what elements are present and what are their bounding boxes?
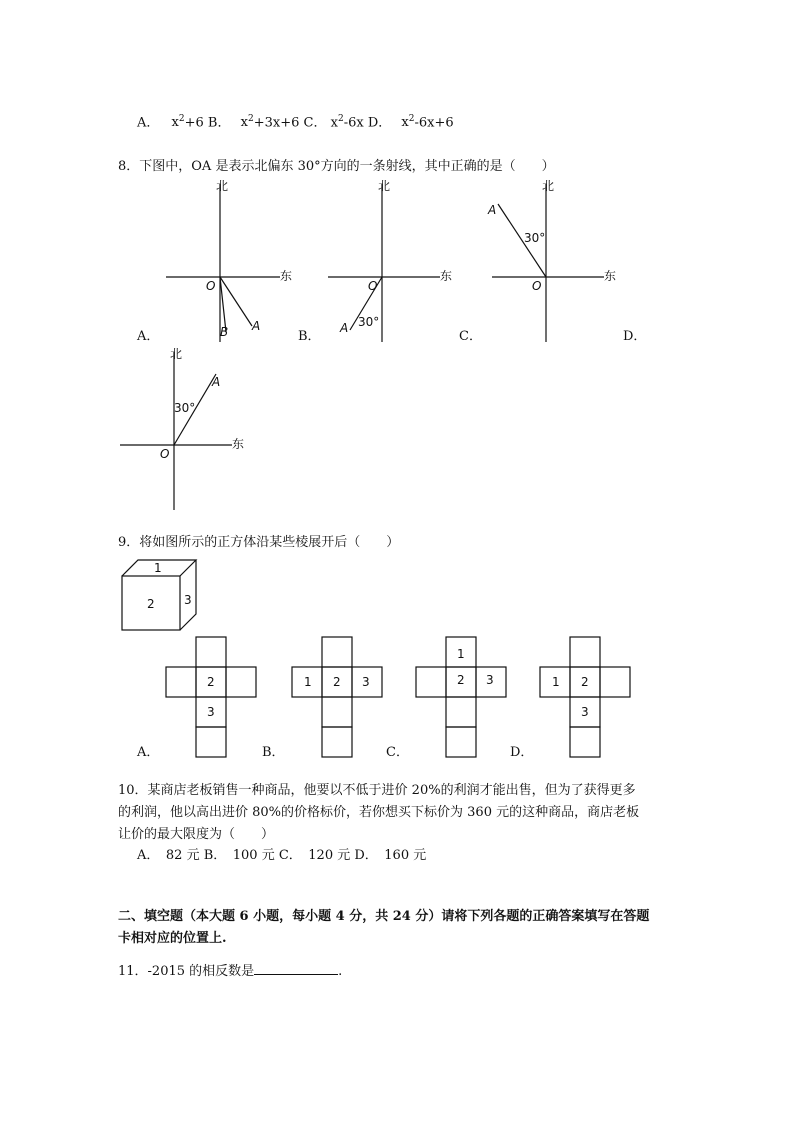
q8-d-origin-label: O [160,447,170,461]
q8-label-b: B． [298,329,321,344]
q9-net-a-cell-2: 2 [207,675,215,689]
q9-cube-face-1: 1 [154,561,162,575]
q7-option-d-base: x [401,115,409,131]
q8-c-point-a-label: A [488,203,497,217]
q7-option-c-letter: C． [303,115,327,131]
q8-a-point-a-label: A [252,319,261,333]
q11-text: 11．-2015 的相反数是 [118,964,255,979]
q7-options [137,110,454,132]
q9-net-d [540,636,632,758]
q9-net-d-cell-1: 1 [552,675,560,689]
q11-question [118,962,342,981]
q9-net-c [416,636,508,758]
q8-d-east-label: 东 [232,437,245,451]
q10-line-3: 让价的最大限度为（ ） [118,827,275,842]
q9-net-b-cell-1: 1 [304,675,312,689]
section-2-heading-line-1: 二、填空题（本大题 6 小题，每小题 4 分，共 24 分）请将下列各题的正确答案填写在答题 [118,909,650,924]
q9-cube-face-3: 3 [184,593,192,607]
q8-a-north-label: 北 [216,179,229,193]
q8-c-angle-label: 30° [524,231,546,245]
q9-net-a [166,636,258,758]
q7-option-b-sup: 2 [247,114,254,124]
q7-option-b-letter: B． [207,115,231,131]
q8-d-point-a-label: A [212,375,221,389]
q8-b-north-label: 北 [378,179,391,193]
q7-option-a-letter: A． [137,115,160,131]
q10-line-2: 的利润，他以高出进价 80%的价格标价，若你想买下标价为 360 元的这种商品，商店老板 [118,805,640,820]
q7-option-c-sup: 2 [337,114,344,124]
q9-net-b [292,636,384,758]
q8-a-origin-label: O [206,279,216,293]
q8-b-angle-label: 30° [358,315,380,329]
q7-option-a-rest: +6 [184,115,204,131]
q7-option-c-rest: -6x [343,115,364,131]
q9-cube [118,556,218,636]
q9-net-c-cell-1: 1 [457,647,465,661]
q9-net-b-cell-2: 2 [333,675,341,689]
q8-c-origin-label: O [532,279,542,293]
q8-b-point-a-label: A [340,321,349,335]
q9-label-a: A． [137,745,160,760]
q8-b-east-label: 东 [440,269,453,283]
q9-label-d: D． [510,745,534,760]
q9-net-c-cell-2: 2 [457,673,465,687]
q8-label-a: A． [137,329,160,344]
q9-label-c: C． [386,745,409,760]
q8-label-d: D． [623,329,647,344]
q7-option-a-base: x [171,115,179,131]
q7-option-d-sup: 2 [408,114,415,124]
q9-label-b: B． [262,745,285,760]
q9-net-c-cell-3: 3 [486,673,494,687]
q10-line-1: 10．某商店老板销售一种商品，他要以不低于进价 20%的利润才能出售，但为了获得更多 [118,783,636,798]
q9-net-b-cell-3: 3 [362,675,370,689]
q8-diagram-c [486,176,626,346]
q8-b-origin-label: O [368,279,378,293]
q8-c-east-label: 东 [604,269,617,283]
q7-option-a-sup: 2 [178,114,185,124]
q8-label-c: C． [459,329,482,344]
section-2-heading-line-2: 卡相对应的位置上. [118,931,227,946]
q9-net-d-cell-3: 3 [581,705,589,719]
q8-c-north-label: 北 [542,179,555,193]
q8-diagram-b [322,176,462,346]
q9-net-a-cell-3: 3 [207,705,215,719]
q7-option-b-base: x [240,115,248,131]
q7-option-d-rest: -6x+6 [414,115,454,131]
q9-question: 9．将如图所示的正方体沿某些棱展开后（ ） [118,535,400,550]
q8-diagram-a [160,176,300,346]
q9-cube-face-2: 2 [147,597,155,611]
q8-diagram-d [114,344,254,514]
q8-d-north-label: 北 [170,347,183,361]
q7-option-d-letter: D． [367,115,392,131]
q11-answer-blank[interactable] [254,962,338,975]
q9-net-d-cell-2: 2 [581,675,589,689]
q10-options: A． 82 元 B． 100 元 C． 120 元 D． 160 元 [137,848,427,863]
q8-a-east-label: 东 [280,269,293,283]
q11-end: . [338,964,343,979]
q8-a-point-b-label: B [220,325,229,339]
q8-question: 8．下图中，OA 是表示北偏东 30°方向的一条射线，其中正确的是（ ） [118,159,555,174]
q7-option-b-rest: +3x+6 [253,115,300,131]
q8-d-angle-label: 30° [174,401,196,415]
q7-option-c-base: x [330,115,338,131]
